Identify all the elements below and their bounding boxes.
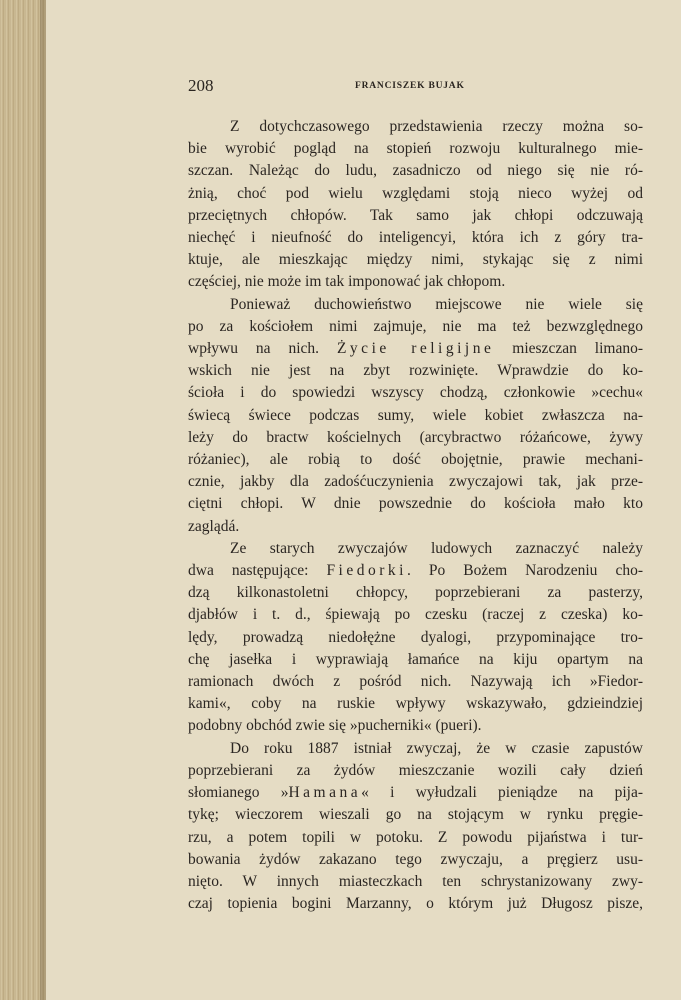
text-segment: Z dotychczasowego przedstawienia rzeczy można so- bbox=[230, 118, 643, 135]
text-line bbox=[188, 249, 643, 271]
text-segment: dzą kilkonastoletni chłopcy, poprzebierani za pasterzy, bbox=[188, 584, 643, 602]
text-line bbox=[188, 271, 643, 293]
text-segment: rzu, a potem topili w potoku. Z powodu pijaństwa i tur- bbox=[188, 828, 643, 846]
text-segment: wskich nie jest na zbyt rozwinięte. Wprawdzie do ko- bbox=[188, 362, 643, 380]
text-segment: tykę; wieczorem wieszali go na stojącym w rynku pręgie- bbox=[188, 806, 643, 824]
text-segment: « i wyłudzali pieniądze na pija- bbox=[361, 784, 643, 802]
text-segment: żnią, choć pod wielu względami stoją nieco wyżej od bbox=[188, 184, 643, 202]
text-line bbox=[188, 360, 643, 382]
text-line bbox=[188, 693, 643, 715]
text-line bbox=[188, 116, 643, 138]
text-line bbox=[188, 294, 643, 316]
text-segment: Ze starych zwyczajów ludowych zaznaczyć należy bbox=[230, 539, 643, 557]
text-line bbox=[188, 538, 643, 560]
text-segment: świecą świece podczas sumy, wiele kobiet zwłaszcza na- bbox=[188, 406, 643, 424]
spaced-emphasis: Fiedorki bbox=[326, 562, 407, 580]
text-segment: wpływu na nich. bbox=[188, 340, 337, 358]
text-line bbox=[188, 449, 643, 471]
text-line bbox=[188, 827, 643, 849]
text-line bbox=[188, 183, 643, 205]
text-segment: Ponieważ duchowieństwo miejscowe nie wiele się bbox=[230, 295, 643, 313]
text-line bbox=[188, 604, 643, 626]
text-line bbox=[188, 382, 643, 404]
text-segment: ciętni chłopi. W dnie powszednie do kościoła mało kto bbox=[188, 495, 643, 513]
text-segment: zaglądá. bbox=[188, 517, 240, 535]
text-segment: Do roku 1887 istniał zwyczaj, że w czasie zapustów bbox=[230, 739, 643, 757]
text-line bbox=[188, 493, 643, 515]
text-segment: niechęć i nieufność do inteligencyi, która ich z góry tra- bbox=[188, 229, 643, 247]
spaced-emphasis: Życie religijne bbox=[336, 340, 495, 358]
text-segment: poprzebierani za żydów mieszczanie wozili cały dzień bbox=[188, 761, 643, 779]
text-line bbox=[188, 582, 643, 604]
text-segment: lędy, prowadzą niedołężne dyalogi, przypominające tro- bbox=[188, 628, 643, 646]
text-segment: częściej, nie może im tak imponować jak chłopom. bbox=[188, 273, 506, 291]
text-line bbox=[188, 516, 643, 538]
text-segment: ścioła i do spowiedzi wszyscy chodzą, członkowie »cechu« bbox=[188, 384, 643, 402]
page-number: 208 bbox=[188, 76, 214, 95]
text-line bbox=[188, 160, 643, 182]
text-line bbox=[188, 471, 643, 493]
text-line bbox=[188, 871, 643, 893]
text-line bbox=[188, 427, 643, 449]
text-segment: dwa następujące: bbox=[188, 562, 327, 580]
text-line bbox=[188, 738, 643, 760]
spaced-emphasis: Hamana bbox=[288, 784, 362, 802]
text-line bbox=[188, 227, 643, 249]
text-line bbox=[188, 849, 643, 871]
text-segment: chę jasełka i wyprawiają łamańce na kiju opartym na bbox=[188, 650, 643, 668]
text-line bbox=[188, 760, 643, 782]
text-segment: słomianego » bbox=[188, 784, 289, 802]
page-header bbox=[188, 76, 643, 96]
text-line bbox=[188, 649, 643, 671]
text-line bbox=[188, 338, 643, 360]
text-line bbox=[188, 715, 643, 737]
text-line bbox=[188, 782, 643, 804]
text-line bbox=[188, 560, 643, 582]
running-head-author: FRANCISZEK BUJAK bbox=[355, 81, 465, 91]
text-segment: przeciętnych chłopów. Tak samo jak chłopi odczuwają bbox=[188, 206, 643, 224]
text-line bbox=[188, 138, 643, 160]
text-segment: djabłów i t. d., śpiewają po czesku (raczej z czeska) ko- bbox=[188, 606, 643, 624]
text-segment: po za kościołem nimi zajmuje, nie ma też bezwzględnego bbox=[188, 317, 643, 335]
text-segment: bowania żydów zakazano tego zwyczaju, a pręgierz usu- bbox=[188, 850, 643, 868]
text-segment: czaj topienia bogini Marzanny, o którym już Długosz pisze, bbox=[188, 895, 643, 913]
text-segment: bie wyrobić pogląd na stopień rozwoju kulturalnego mie- bbox=[188, 140, 643, 158]
text-segment: cznie, jakby dla zadośćuczynienia zwyczajowi tak, jak prze- bbox=[188, 473, 643, 491]
text-line bbox=[188, 804, 643, 826]
text-segment: mieszczan limano- bbox=[494, 340, 643, 358]
text-line bbox=[188, 205, 643, 227]
text-segment: różaniec), ale robią to dość obojętnie, prawie mechani- bbox=[188, 451, 643, 469]
text-line bbox=[188, 671, 643, 693]
text-line bbox=[188, 893, 643, 915]
text-segment: ktuje, ale mieszkając między nimi, stykając się z nimi bbox=[188, 251, 643, 269]
text-segment: leży do bractw kościelnych (arcybractwo różańcowe, żywy bbox=[188, 428, 643, 446]
text-segment: kami«, coby na ruskie wpływy wskazywało, gdzieindziej bbox=[188, 695, 643, 713]
text-line bbox=[188, 627, 643, 649]
text-line bbox=[188, 405, 643, 427]
text-segment: podobny obchód zwie się »pucherniki« (pueri). bbox=[188, 717, 482, 735]
text-segment: szczan. Należąc do ludu, zasadniczo od niego się nie ró- bbox=[188, 162, 643, 180]
body-text bbox=[188, 116, 643, 915]
text-segment: . Po Bożem Narodzeniu cho- bbox=[406, 562, 643, 580]
text-line bbox=[188, 316, 643, 338]
text-segment: nięto. W innych miasteczkach ten schrystanizowany zwy- bbox=[188, 872, 643, 890]
text-segment: ramionach dwóch z pośród nich. Nazywają ich »Fiedor- bbox=[188, 673, 643, 691]
